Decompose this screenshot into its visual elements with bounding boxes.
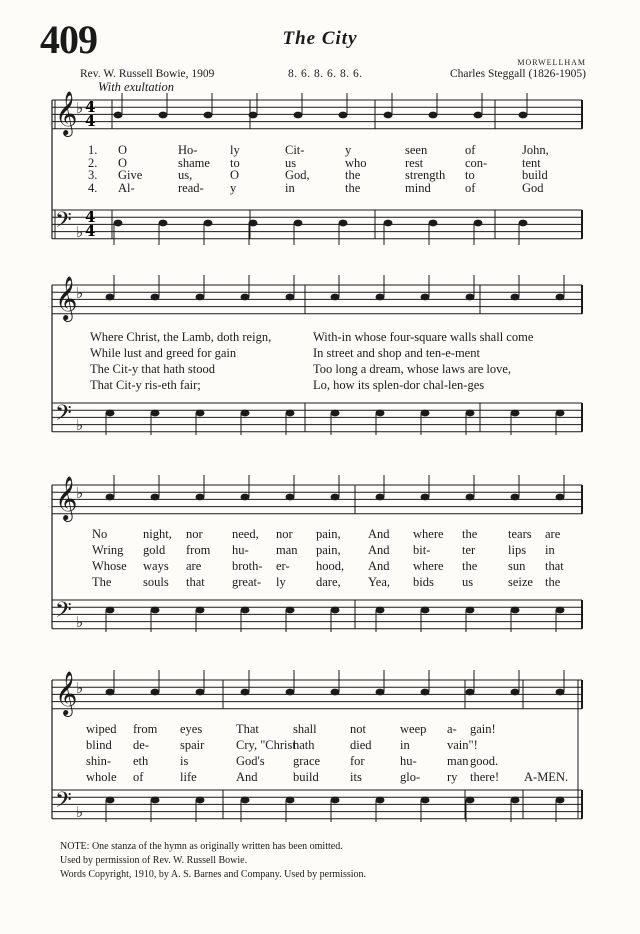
notehead (331, 689, 340, 696)
notehead (286, 294, 295, 301)
lyric-syllable: tent (522, 155, 541, 170)
lyric-syllable: us (285, 155, 297, 170)
lyric-syllable: Wring (92, 543, 124, 557)
notehead (241, 689, 250, 696)
notehead (286, 689, 295, 696)
lyric-syllable: strength (405, 168, 446, 182)
lyric-syllable: O (118, 143, 128, 157)
footnote-omitted-stanza: NOTE: One stanza of the hymn as originally written has been omitted. (60, 841, 343, 852)
lyric-syllable: us (462, 575, 474, 589)
notehead (286, 494, 295, 501)
lyric-syllable: And (236, 770, 258, 784)
lyric-syllable: ly (276, 575, 286, 589)
lyric-syllable: God's (236, 754, 265, 768)
key-signature-flat: ♭ (76, 679, 84, 697)
notehead (466, 797, 475, 804)
lyric-syllable: of (465, 180, 476, 195)
verse-number: 3. (88, 168, 98, 182)
notehead (106, 607, 115, 614)
notehead (114, 112, 123, 119)
lyric-syllable: gold (143, 543, 166, 557)
bass-clef: 𝄢 (55, 208, 72, 238)
time-signature-digit: 4 (85, 222, 96, 240)
meter: 8. 6. 8. 6. 8. 6. (288, 68, 363, 80)
notehead (106, 410, 115, 417)
lyric-syllable: The (92, 575, 112, 589)
lyric-syllable: good. (470, 754, 499, 768)
lyric-syllable: bids (413, 575, 434, 589)
lyric-syllable: the (545, 575, 561, 589)
tempo-marking: With exultation (98, 80, 175, 94)
notehead (331, 797, 340, 804)
lyric-syllable: Whose (92, 559, 127, 573)
verse-number: 1. (88, 143, 98, 157)
notehead (511, 494, 520, 501)
notehead (151, 607, 160, 614)
lyric-syllable: O (230, 168, 240, 182)
notehead (241, 797, 250, 804)
notehead (519, 112, 528, 119)
notehead (339, 112, 348, 119)
verse-number: 4. (88, 180, 98, 195)
lyric-syllable: God (522, 180, 544, 195)
notehead (294, 112, 303, 119)
lyric-syllable: in (400, 738, 410, 752)
notehead (511, 689, 520, 696)
key-signature-flat: ♭ (76, 484, 84, 502)
lyric-syllable: that (186, 575, 205, 589)
lyric-syllable: died (350, 738, 372, 752)
notehead (556, 410, 565, 417)
tune-name: MORWELLHAM (517, 58, 586, 67)
lyric-syllable: in (545, 543, 555, 557)
notehead (151, 294, 160, 301)
notehead (421, 494, 430, 501)
lyric-syllable: y (230, 180, 237, 195)
notehead (429, 112, 438, 119)
lyric-syllable: rest (405, 155, 424, 170)
lyric-syllable: Give (118, 168, 143, 182)
lyric-syllable: John, (522, 143, 549, 157)
lyric-syllable: blind (86, 738, 112, 752)
lyric-syllable: to (230, 155, 240, 170)
lyric-syllable: Where Christ, the Lamb, doth reign, (90, 330, 272, 344)
time-signature-digit: 4 (85, 208, 96, 226)
lyric-syllable: shin- (86, 754, 111, 768)
time-signature-digit: 4 (85, 112, 96, 130)
notehead (466, 410, 475, 417)
notehead (241, 607, 250, 614)
lyric-syllable: of (133, 770, 144, 784)
notehead (376, 689, 385, 696)
notehead (241, 410, 250, 417)
lyric-syllable: Too long a dream, whose laws are love, (313, 362, 512, 376)
notehead (204, 112, 213, 119)
lyric-syllable: And (368, 559, 390, 573)
lyric-syllable: That Cit-y ris-eth fair; (90, 378, 201, 392)
lyric-syllable: man (276, 543, 298, 557)
lyric-syllable: While lust and greed for gain (90, 346, 237, 360)
lyric-syllable: need, (232, 527, 259, 541)
lyric-syllable: Cry, "Christ (236, 738, 296, 752)
lyric-syllable: the (462, 527, 478, 541)
notehead (421, 797, 430, 804)
notehead (151, 797, 160, 804)
key-signature-flat: ♭ (76, 803, 84, 821)
notehead (196, 607, 205, 614)
key-signature-flat: ♭ (76, 99, 84, 117)
notehead (286, 797, 295, 804)
notehead (466, 494, 475, 501)
lyric-syllable: Cit- (285, 143, 305, 157)
notehead (106, 294, 115, 301)
notehead (556, 689, 565, 696)
notehead (159, 220, 168, 227)
lyric-syllable: pain, (316, 527, 341, 541)
lyric-syllable: shall (293, 722, 317, 736)
lyric-syllable: That (236, 722, 259, 736)
lyric-syllable: ly (230, 143, 240, 157)
lyric-syllable: hath (293, 738, 315, 752)
lyric-syllable: glo- (400, 770, 421, 784)
notehead (474, 220, 483, 227)
lyric-syllable: to (465, 168, 475, 182)
lyric-syllable: With-in whose four-square walls shall come (313, 330, 534, 344)
notehead (384, 220, 393, 227)
lyric-syllable: where (413, 559, 444, 573)
lyric-syllable: And (368, 527, 390, 541)
notehead (511, 294, 520, 301)
lyric-syllable: O (118, 155, 128, 170)
lyric-syllable: vain"! (447, 738, 478, 752)
notehead (159, 112, 168, 119)
hymn-number: 409 (40, 17, 97, 62)
key-signature-flat: ♭ (76, 223, 84, 241)
lyric-syllable: for (350, 754, 365, 768)
hymn-title: The City (282, 28, 358, 49)
notehead (376, 607, 385, 614)
lyric-syllable: whole (86, 770, 117, 784)
notehead (151, 494, 160, 501)
lyric-syllable: read- (178, 180, 204, 195)
lyric-syllable: of (465, 143, 476, 157)
lyric-syllable: grace (293, 754, 321, 768)
notehead (511, 410, 520, 417)
notehead (114, 220, 123, 227)
notehead (376, 294, 385, 301)
lyric-syllable: is (180, 754, 189, 768)
lyric-syllable: are (545, 527, 561, 541)
lyric-syllable: seize (508, 575, 533, 589)
lyric-syllable: In street and shop and ten-e-ment (313, 346, 480, 360)
lyric-syllable: us, (178, 168, 193, 182)
lyric-syllable: Ho- (178, 143, 198, 157)
footnote-copyright: Words Copyright, 1910, by A. S. Barnes and Company. Used by permission. (60, 869, 367, 880)
notehead (331, 294, 340, 301)
notehead (384, 112, 393, 119)
treble-clef: 𝄞 (55, 276, 78, 320)
notehead (421, 607, 430, 614)
notehead (331, 607, 340, 614)
notehead (421, 294, 430, 301)
key-signature-flat: ♭ (76, 416, 84, 434)
notehead (466, 607, 475, 614)
notehead (106, 797, 115, 804)
notehead (106, 689, 115, 696)
notehead (556, 494, 565, 501)
lyric-syllable: man (447, 754, 469, 768)
lyric-syllable: ter (462, 543, 476, 557)
lyric-syllable: there! (470, 770, 500, 784)
lyric-syllable: sun (508, 559, 526, 573)
notehead (511, 607, 520, 614)
notehead (511, 797, 520, 804)
notehead (151, 410, 160, 417)
lyric-syllable: who (345, 155, 367, 170)
lyric-syllable: dare, (316, 575, 341, 589)
lyric-syllable: are (186, 559, 202, 573)
lyric-syllable: from (186, 543, 211, 557)
lyric-syllable: in (285, 180, 295, 195)
lyric-syllable: its (350, 770, 362, 784)
notehead (556, 607, 565, 614)
lyric-syllable: Yea, (368, 575, 390, 589)
notehead (286, 410, 295, 417)
lyric-syllable: where (413, 527, 444, 541)
lyric-syllable: ways (143, 559, 169, 573)
lyric-syllable: eth (133, 754, 149, 768)
lyric-syllable: hu- (232, 543, 249, 557)
notehead (241, 294, 250, 301)
lyric-syllable: wiped (86, 722, 117, 736)
lyric-syllable: Al- (118, 180, 135, 195)
lyric-syllable: eyes (180, 722, 203, 736)
lyric-syllable: nor (186, 527, 203, 541)
composer-credit: Charles Steggall (1826-1905) (449, 68, 586, 80)
notehead (466, 294, 475, 301)
lyric-syllable: the (345, 180, 361, 195)
lyric-syllable: a- (447, 722, 457, 736)
notehead (286, 607, 295, 614)
notehead (331, 410, 340, 417)
lyric-syllable: y (345, 143, 352, 157)
lyric-syllable: night, (143, 527, 172, 541)
lyric-syllable: con- (465, 155, 488, 170)
time-signature-digit: 4 (85, 98, 96, 116)
lyric-syllable: Lo, how its splen-dor chal-len-ges (313, 378, 485, 392)
lyric-syllable: de- (133, 738, 149, 752)
lyric-syllable: build (293, 770, 319, 784)
lyric-syllable: The Cit-y that hath stood (90, 362, 215, 376)
key-signature-flat: ♭ (76, 613, 84, 631)
notehead (421, 689, 430, 696)
lyric-syllable: not (350, 722, 366, 736)
author-credit: Rev. W. Russell Bowie, 1909 (80, 68, 215, 80)
bass-clef: 𝄢 (55, 401, 72, 431)
lyric-syllable: nor (276, 527, 293, 541)
lyric-syllable: And (368, 543, 390, 557)
lyric-syllable: mind (405, 180, 431, 195)
verse-number: 2. (88, 155, 98, 170)
treble-clef: 𝄞 (55, 91, 78, 135)
notehead (249, 220, 258, 227)
lyric-syllable: seen (405, 143, 428, 157)
notehead (196, 494, 205, 501)
lyric-syllable: life (180, 770, 197, 784)
lyric-syllable: tears (508, 527, 532, 541)
lyric-syllable: A-MEN. (524, 770, 569, 784)
lyric-syllable: ry (447, 770, 458, 784)
notehead (294, 220, 303, 227)
notehead (474, 112, 483, 119)
notehead (204, 220, 213, 227)
lyric-syllable: No (92, 527, 108, 541)
lyric-syllable: from (133, 722, 158, 736)
bass-clef: 𝄢 (55, 598, 72, 628)
lyric-syllable: pain, (316, 543, 341, 557)
lyric-syllable: great- (232, 575, 262, 589)
lyric-syllable: shame (178, 155, 210, 170)
lyric-syllable: hood, (316, 559, 345, 573)
lyric-syllable: that (545, 559, 564, 573)
lyric-syllable: spair (180, 738, 205, 752)
lyric-syllable: souls (143, 575, 169, 589)
notehead (556, 797, 565, 804)
lyric-syllable: God, (285, 168, 310, 182)
footnotes (60, 840, 366, 882)
notehead (376, 797, 385, 804)
notehead (241, 494, 250, 501)
lyric-syllable: the (462, 559, 478, 573)
key-signature-flat: ♭ (76, 284, 84, 302)
lyric-syllable: lips (508, 543, 527, 557)
notehead (376, 494, 385, 501)
notehead (196, 689, 205, 696)
lyric-syllable: hu- (400, 754, 417, 768)
lyric-syllable: er- (276, 559, 290, 573)
lyric-syllable: bit- (413, 543, 431, 557)
notehead (376, 410, 385, 417)
notehead (429, 220, 438, 227)
notehead (249, 112, 258, 119)
notehead (196, 797, 205, 804)
notehead (196, 294, 205, 301)
treble-clef: 𝄞 (55, 476, 78, 520)
bass-clef: 𝄢 (55, 788, 72, 818)
notehead (331, 494, 340, 501)
treble-clef: 𝄞 (55, 671, 78, 715)
notehead (339, 220, 348, 227)
lyric-syllable: weep (400, 722, 427, 736)
notehead (421, 410, 430, 417)
notehead (556, 294, 565, 301)
lyric-syllable: build (522, 168, 548, 182)
notehead (196, 410, 205, 417)
lyric-syllable: gain! (470, 722, 496, 736)
notehead (106, 494, 115, 501)
notehead (519, 220, 528, 227)
notehead (466, 689, 475, 696)
notehead (151, 689, 160, 696)
lyric-syllable: the (345, 168, 361, 182)
footnote-permission: Used by permission of Rev. W. Russell Bowie. (60, 855, 248, 866)
lyric-syllable: broth- (232, 559, 263, 573)
